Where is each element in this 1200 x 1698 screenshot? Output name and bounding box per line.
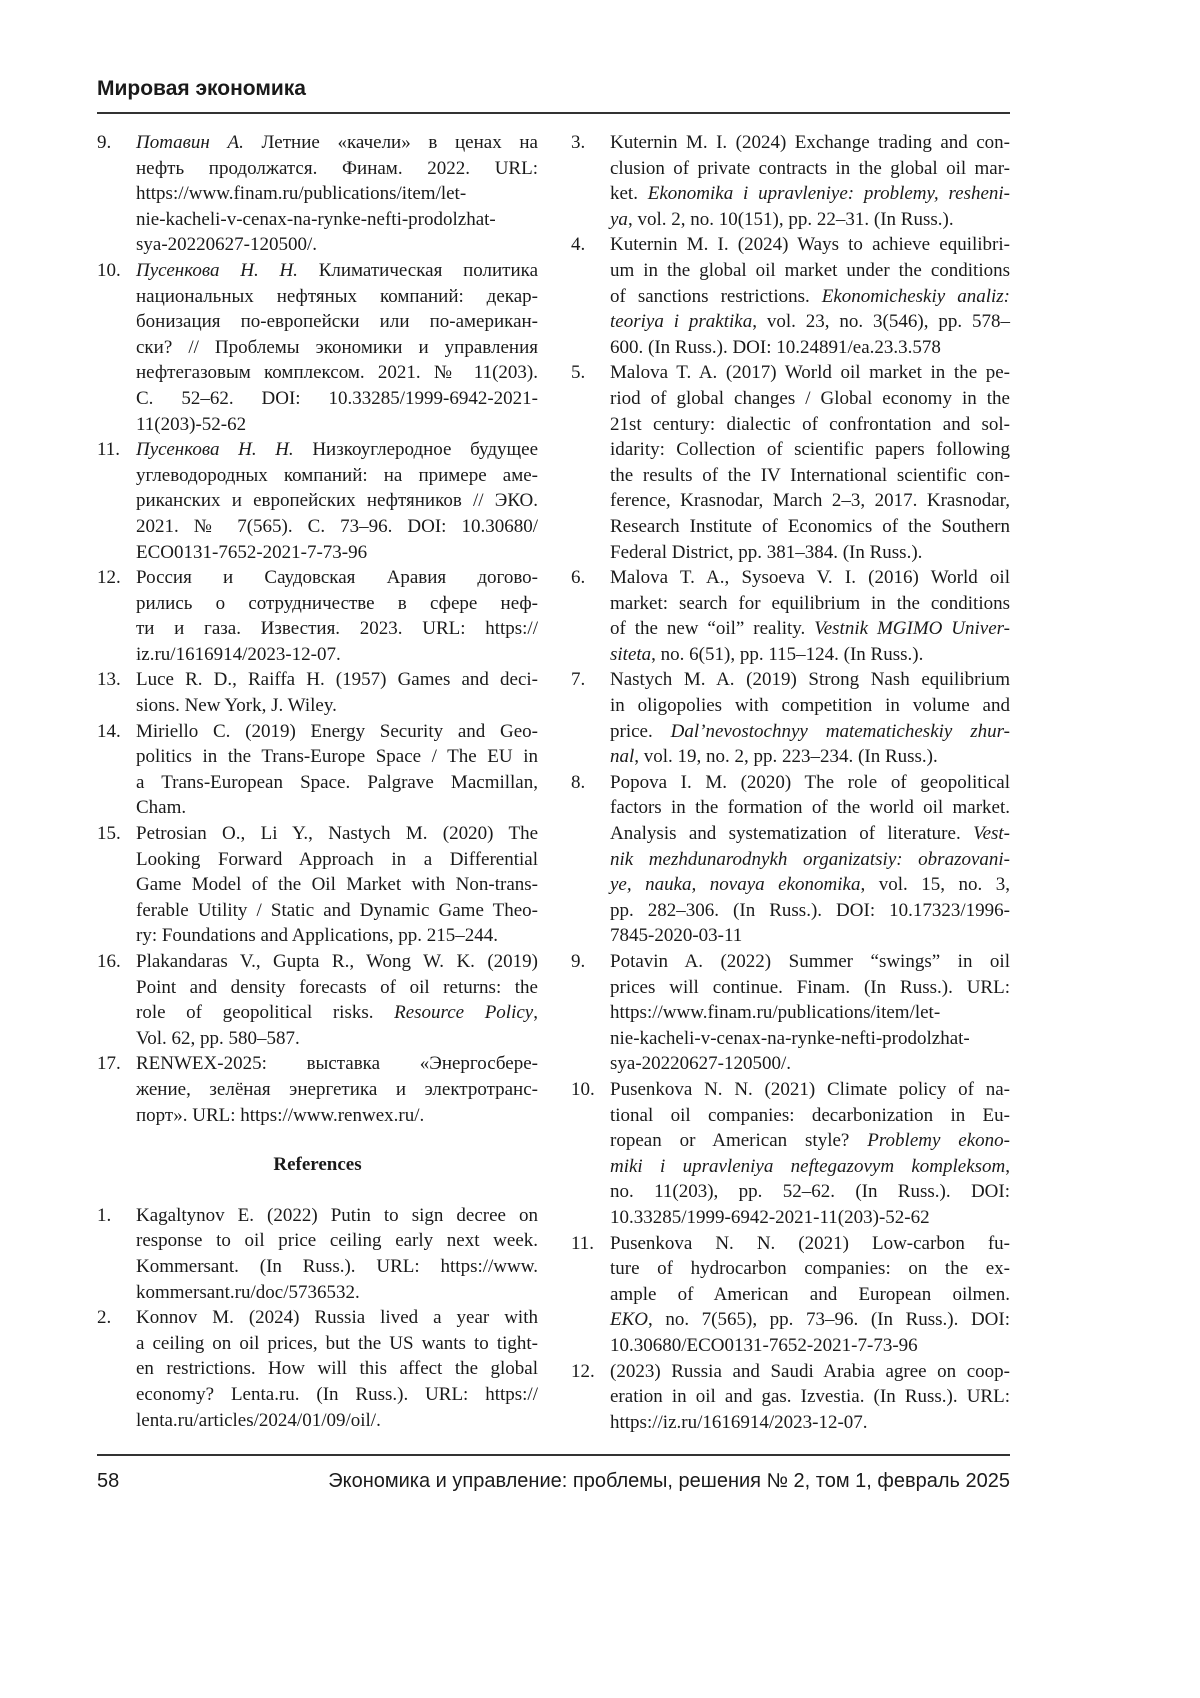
entry-line [610, 130, 1010, 156]
text-segment: 10.33285/1999-6942-2021-11(203)-52-62 [610, 1206, 930, 1228]
text-segment: 2021. № 7(565). С. 73–96. DOI: 10.30680/ [136, 515, 538, 537]
italic-segment: ya [610, 208, 628, 230]
entry-line [136, 1356, 538, 1382]
text-segment: национальных нефтяных компаний: декар- [136, 285, 538, 307]
entry-line [136, 232, 538, 258]
entry-line [610, 1410, 1010, 1436]
entry-number: 12. [97, 567, 121, 589]
text-segment: https://iz.ru/1616914/2023-12-07. [610, 1411, 868, 1433]
text-segment: nie-kacheli-v-cenax-na-rynke-nefti-prodolzhat- [136, 208, 496, 230]
text-segment: ferable Utility / Static and Dynamic Game Theo- [136, 899, 538, 921]
reference-entry [571, 667, 1010, 769]
entry-number: 8. [571, 771, 586, 793]
reference-entry [97, 719, 538, 821]
entry-line [136, 1103, 538, 1129]
text-segment: Research Institute of Economics of the Southern [610, 515, 1010, 537]
text-segment: um in the global oil market under the conditions [610, 259, 1010, 281]
entry-line [610, 949, 1010, 975]
text-segment: nie-kacheli-v-cenax-na-rynke-nefti-prodolzhat- [610, 1027, 970, 1049]
entry-line [136, 1203, 538, 1229]
section-header: Мировая экономика [97, 77, 306, 100]
entry-line [610, 1205, 1010, 1231]
entry-line [136, 207, 538, 233]
header-rule [97, 112, 1010, 114]
bibliography-list [97, 130, 538, 1128]
entry-line [610, 488, 1010, 514]
text-segment: Vol. 62, pp. 580–587. [136, 1027, 300, 1049]
reference-entry [97, 1051, 538, 1128]
entry-line [610, 1231, 1010, 1257]
text-segment: Kommersant. (In Russ.). URL: https://www. [136, 1255, 538, 1277]
text-segment: , vol. 19, no. 2, pp. 223–234. (In Russ.). [634, 746, 938, 768]
entry-line [610, 1077, 1010, 1103]
entry-line [136, 514, 538, 540]
italic-segment: nik mezhdunarodnykh organizatsiy: obrazovani- [610, 848, 1010, 870]
entry-line [136, 1026, 538, 1052]
entry-line [610, 1359, 1010, 1385]
text-segment: lenta.ru/articles/2024/01/09/oil/. [136, 1409, 381, 1431]
entry-line [610, 258, 1010, 284]
entry-number: 11. [97, 439, 121, 461]
italic-segment: Problemy ekono- [867, 1130, 1010, 1152]
entry-line [136, 667, 538, 693]
italic-segment: Пусенкова Н. Н. [136, 439, 294, 461]
text-segment: 7845-2020-03-11 [610, 925, 743, 947]
text-segment: порт». URL: https://www.renwex.ru/. [136, 1104, 425, 1126]
entry-number: 2. [97, 1307, 112, 1329]
italic-segment: Dal’nevostochnyy matematicheskiy zhur- [670, 720, 1010, 742]
entry-line [136, 156, 538, 182]
reference-entry [97, 130, 538, 258]
entry-number: 3. [571, 132, 586, 153]
reference-entry [571, 360, 1010, 565]
text-segment: ECO0131-7652-2021-7-73-96 [136, 541, 368, 563]
text-segment: , vol. 23, no. 3(546), pp. 578– [752, 311, 1010, 333]
entry-line [610, 1179, 1010, 1205]
entry-line [610, 309, 1010, 335]
entry-line [610, 514, 1010, 540]
italic-segment: ye, nauka, novaya ekonomika [610, 874, 861, 896]
text-segment: Potavin A. (2022) Summer “swings” in oil [610, 951, 1010, 972]
entry-line [610, 463, 1010, 489]
entry-number: 10. [97, 259, 121, 281]
entry-number: 10. [571, 1078, 595, 1100]
text-segment: market: search for equilibrium in the conditions [610, 592, 1010, 614]
text-segment: https://www.finam.ru/publications/item/let- [610, 1002, 941, 1024]
text-segment: a Trans-European Space. Palgrave Macmillan, [136, 771, 538, 793]
reference-entry [97, 1305, 538, 1433]
text-segment: (2023) Russia and Saudi Arabia agree on coop- [610, 1360, 1010, 1382]
entry-line [610, 437, 1010, 463]
italic-segment: siteta [610, 643, 652, 665]
reference-entry [571, 1359, 1010, 1436]
text-segment: Petrosian O., Li Y., Nastych M. (2020) The [136, 823, 538, 845]
entry-line [610, 667, 1010, 693]
entry-line [136, 719, 538, 745]
text-segment: Game Model of the Oil Market with Non-trans- [136, 874, 538, 896]
italic-segment: Ekonomika i upravleniye: problemy, resheni- [647, 183, 1011, 205]
reference-entry [97, 1203, 538, 1305]
entry-line [610, 1384, 1010, 1410]
entry-line [136, 591, 538, 617]
text-segment: ket. [610, 183, 648, 205]
text-segment: ry: Foundations and Applications, pp. 215–244. [136, 925, 499, 947]
entry-line [136, 949, 538, 975]
text-segment: of the new “oil” reality. [610, 618, 815, 640]
text-segment: жение, зелёная энергетика и электротранс- [136, 1078, 538, 1100]
text-segment: sions. New York, J. Wiley. [136, 695, 337, 717]
text-segment: prices will continue. Finam. (In Russ.). URL: [610, 976, 1010, 998]
entry-line [136, 284, 538, 310]
entry-number: 15. [97, 823, 121, 845]
text-segment: tional oil companies: decarbonization in Eu- [610, 1104, 1010, 1126]
entry-number: 9. [571, 951, 586, 972]
text-segment: in oligopolies with competition in volume and [610, 695, 1010, 717]
text-segment: Летние «качели» в ценах на [243, 132, 538, 153]
entry-line [610, 1103, 1010, 1129]
entry-line [136, 795, 538, 821]
text-segment: Pusenkova N. N. (2021) Low-carbon fu- [610, 1232, 1010, 1254]
entry-line [136, 386, 538, 412]
reference-entry [571, 1231, 1010, 1359]
text-segment: 600. (In Russ.). DOI: 10.24891/ea.23.3.578 [610, 336, 941, 358]
text-segment: , no. 7(565), pp. 73–96. (In Russ.). DOI: [648, 1309, 1010, 1331]
entry-line [136, 488, 538, 514]
text-segment: ample of American and European oilmen. [610, 1283, 1010, 1305]
entry-line [610, 181, 1010, 207]
text-segment: sya-20220627-120500/. [136, 234, 318, 256]
text-segment: ти и газа. Известия. 2023. URL: https:// [136, 618, 538, 640]
entry-line [136, 1077, 538, 1103]
reference-entry [97, 667, 538, 718]
entry-line [136, 335, 538, 361]
entry-line [136, 1051, 538, 1077]
entry-line [610, 975, 1010, 1001]
entry-line [136, 616, 538, 642]
reference-entry [97, 949, 538, 1051]
journal-footer: Экономика и управление: проблемы, решения № 2, том 1, февраль 2025 [328, 1470, 1010, 1492]
entry-line [610, 1128, 1010, 1154]
text-segment: Kuternin M. I. (2024) Exchange trading and con- [610, 132, 1010, 153]
text-segment: Point and density forecasts of oil returns: the [136, 976, 538, 998]
entry-line [136, 412, 538, 438]
italic-segment: Vest- [973, 823, 1010, 845]
italic-segment: Ekonomicheskiy analiz: [821, 285, 1010, 307]
entry-line [136, 565, 538, 591]
entry-line [610, 898, 1010, 924]
entry-line [136, 463, 538, 489]
entry-line [136, 309, 538, 335]
references-list [97, 1203, 538, 1433]
text-segment: Luce R. D., Raiffa H. (1957) Games and deci- [136, 669, 538, 691]
text-segment: Miriello C. (2019) Energy Security and Geo- [136, 720, 538, 742]
text-segment: factors in the formation of the world oil market. [610, 797, 1010, 819]
reference-entry [571, 232, 1010, 360]
entry-line [610, 1154, 1010, 1180]
text-segment: , no. 6(51), pp. 115–124. (In Russ.). [651, 643, 924, 665]
text-segment: sya-20220627-120500/. [610, 1053, 792, 1075]
reference-entry [571, 949, 1010, 1077]
entry-line [610, 156, 1010, 182]
entry-number: 4. [571, 234, 586, 256]
text-segment: a ceiling on oil prices, but the US wants to tight- [136, 1332, 538, 1354]
entry-number: 9. [97, 132, 112, 153]
text-segment: of sanctions restrictions. [610, 285, 822, 307]
right-column [571, 130, 1010, 1435]
entry-line [136, 1254, 538, 1280]
reference-entry [97, 565, 538, 667]
italic-segment: Пусенкова Н. Н. [136, 259, 298, 281]
text-segment: no. 11(203), pp. 52–62. (In Russ.). DOI: [610, 1181, 1010, 1203]
reference-entry [97, 437, 538, 565]
entry-line [610, 1026, 1010, 1052]
entry-line [136, 130, 538, 156]
entry-number: 11. [571, 1232, 595, 1254]
text-segment: ference, Krasnodar, March 2–3, 2017. Krasnodar, [610, 490, 1010, 512]
text-segment: , vol. 15, no. 3, [860, 874, 1010, 896]
entry-line [136, 258, 538, 284]
text-segment: politics in the Trans-Europe Space / The EU in [136, 746, 538, 768]
text-segment: нефть продолжатся. Финам. 2022. URL: [136, 157, 538, 179]
text-segment: Низкоуглеродное будущее [293, 439, 538, 461]
entry-number: 14. [97, 720, 121, 742]
entry-line [610, 770, 1010, 796]
entry-line [610, 565, 1010, 591]
italic-segment: Vestnik MGIMO Univer- [814, 618, 1010, 640]
entry-line [136, 1382, 538, 1408]
reference-entry [571, 130, 1010, 232]
entry-line [136, 1280, 538, 1306]
entry-line [136, 1408, 538, 1434]
entry-line [610, 540, 1010, 566]
entry-line [136, 1331, 538, 1357]
text-segment: ски? // Проблемы экономики и управления [136, 336, 538, 358]
entry-line [136, 1305, 538, 1331]
entry-line [610, 923, 1010, 949]
text-segment: response to oil price ceiling early next week. [136, 1230, 538, 1252]
text-segment: ropean or American style? [610, 1130, 868, 1152]
text-segment: , [533, 1002, 538, 1024]
text-segment: риканских и европейских нефтяников // ЭКО. [136, 490, 538, 512]
text-segment: Plakandaras V., Gupta R., Wong W. K. (2019) [136, 951, 538, 972]
references-list-continued [571, 130, 1010, 1435]
entry-line [136, 898, 538, 924]
text-segment: ture of hydrocarbon companies: on the ex- [610, 1258, 1010, 1280]
text-segment: Federal District, pp. 381–384. (In Russ.). [610, 541, 923, 563]
text-segment: kommersant.ru/doc/5736532. [136, 1281, 360, 1303]
text-segment: С. 52–62. DOI: 10.33285/1999-6942-2021- [136, 387, 538, 409]
entry-line [610, 284, 1010, 310]
entry-line [610, 1051, 1010, 1077]
text-segment: углеводородных компаний: на примере аме- [136, 464, 538, 486]
entry-line [610, 616, 1010, 642]
entry-number: 12. [571, 1360, 595, 1382]
entry-number: 7. [571, 669, 586, 691]
reference-entry [571, 770, 1010, 949]
text-segment: the results of the IV International scientific con- [610, 464, 1010, 486]
entry-line [136, 360, 538, 386]
text-segment: Kagaltynov E. (2022) Putin to sign decree on [136, 1204, 538, 1226]
entry-number: 13. [97, 669, 121, 691]
entry-line [136, 975, 538, 1001]
text-segment: price. [610, 720, 671, 742]
entry-line [136, 181, 538, 207]
references-heading: References [273, 1154, 362, 1176]
entry-line [136, 1000, 538, 1026]
text-segment: Россия и Саудовская Аравия догово- [136, 567, 538, 589]
italic-segment: miki i upravleniya neftegazovym kompleksom [610, 1155, 1006, 1177]
page-number: 58 [97, 1470, 120, 1492]
italic-segment: Resource Policy [394, 1002, 534, 1024]
entry-line [610, 821, 1010, 847]
text-segment: role of geopolitical risks. [136, 1002, 395, 1024]
italic-segment: nal [610, 746, 635, 768]
entry-line [136, 437, 538, 463]
text-segment: Pusenkova N. N. (2021) Climate policy of na- [610, 1078, 1010, 1100]
text-segment: Malova T. A. (2017) World oil market in the pe- [610, 362, 1010, 384]
entry-line [610, 744, 1010, 770]
entry-line [136, 1228, 538, 1254]
text-segment: RENWEX-2025: выставка «Энергосбере- [136, 1053, 538, 1075]
text-segment: riod of global changes / Global economy in the [610, 387, 1010, 409]
text-segment: рились о сотрудничестве в сфере неф- [136, 592, 538, 614]
entry-line [136, 770, 538, 796]
italic-segment: Потавин А. [136, 132, 244, 153]
entry-line [136, 923, 538, 949]
entry-line [610, 1256, 1010, 1282]
reference-entry [97, 821, 538, 949]
text-segment: Konnov M. (2024) Russia lived a year with [136, 1307, 538, 1329]
entry-number: 6. [571, 567, 586, 589]
text-segment: нефтегазовым комплексом. 2021. № 11(203). [136, 362, 538, 384]
entry-line [610, 795, 1010, 821]
entry-line [610, 872, 1010, 898]
text-segment: iz.ru/1616914/2023-12-07. [136, 643, 341, 665]
entry-line [136, 642, 538, 668]
entry-line [136, 693, 538, 719]
text-segment: en restrictions. How will this affect the global [136, 1358, 538, 1380]
text-segment: Malova T. A., Sysoeva V. I. (2016) World oil [610, 567, 1010, 589]
entry-line [136, 744, 538, 770]
entry-line [610, 1282, 1010, 1308]
entry-line [610, 1333, 1010, 1359]
reference-entry [571, 565, 1010, 667]
entry-number: 16. [97, 951, 121, 972]
entry-line [136, 540, 538, 566]
text-segment: 10.30680/ECO0131-7652-2021-7-73-96 [610, 1334, 918, 1356]
text-segment: pp. 282–306. (In Russ.). DOI: 10.17323/1996- [610, 899, 1010, 921]
text-segment: idarity: Collection of scientific papers following [610, 439, 1010, 461]
entry-line [610, 642, 1010, 668]
text-segment: Cham. [136, 797, 187, 819]
italic-segment: teoriya i praktika [610, 311, 753, 333]
reference-entry [571, 1077, 1010, 1231]
text-segment: Kuternin M. I. (2024) Ways to achieve equilibri- [610, 234, 1010, 256]
entry-number: 1. [97, 1204, 112, 1226]
italic-segment: EKO [610, 1309, 648, 1331]
text-segment: https://www.finam.ru/publications/item/let- [136, 183, 467, 205]
text-segment: , [1005, 1155, 1010, 1177]
entry-number: 17. [97, 1053, 121, 1075]
reference-entry [97, 258, 538, 437]
text-segment: , vol. 2, no. 10(151), pp. 22–31. (In Russ.). [627, 208, 954, 230]
text-segment: бонизация по-европейски или по-американ- [136, 311, 538, 333]
text-segment: economy? Lenta.ru. (In Russ.). URL: https:// [136, 1383, 538, 1405]
text-segment: Analysis and systematization of literature. [610, 823, 974, 845]
entry-line [610, 207, 1010, 233]
text-segment: Nastych M. A. (2019) Strong Nash equilibrium [610, 669, 1010, 691]
entry-line [610, 591, 1010, 617]
text-segment: 21st century: dialectic of confrontation and sol- [610, 413, 1010, 435]
text-segment: 11(203)-52-62 [136, 413, 247, 435]
footer-rule [97, 1454, 1010, 1456]
entry-line [610, 386, 1010, 412]
entry-line [610, 232, 1010, 258]
entry-line [610, 412, 1010, 438]
text-segment: Климатическая политика [297, 259, 538, 281]
entry-line [610, 847, 1010, 873]
entry-line [610, 719, 1010, 745]
entry-line [610, 693, 1010, 719]
entry-line [610, 335, 1010, 361]
entry-number: 5. [571, 362, 586, 384]
entry-line [136, 847, 538, 873]
text-segment: eration in oil and gas. Izvestia. (In Russ.). URL: [610, 1386, 1010, 1408]
entry-line [610, 1000, 1010, 1026]
entry-line [610, 1307, 1010, 1333]
text-segment: Looking Forward Approach in a Differential [136, 848, 538, 870]
entry-line [136, 872, 538, 898]
text-segment: Popova I. M. (2020) The role of geopolitical [610, 771, 1010, 793]
text-segment: clusion of private contracts in the global oil mar- [610, 157, 1010, 179]
entry-line [136, 821, 538, 847]
left-column [97, 130, 538, 1433]
entry-line [610, 360, 1010, 386]
